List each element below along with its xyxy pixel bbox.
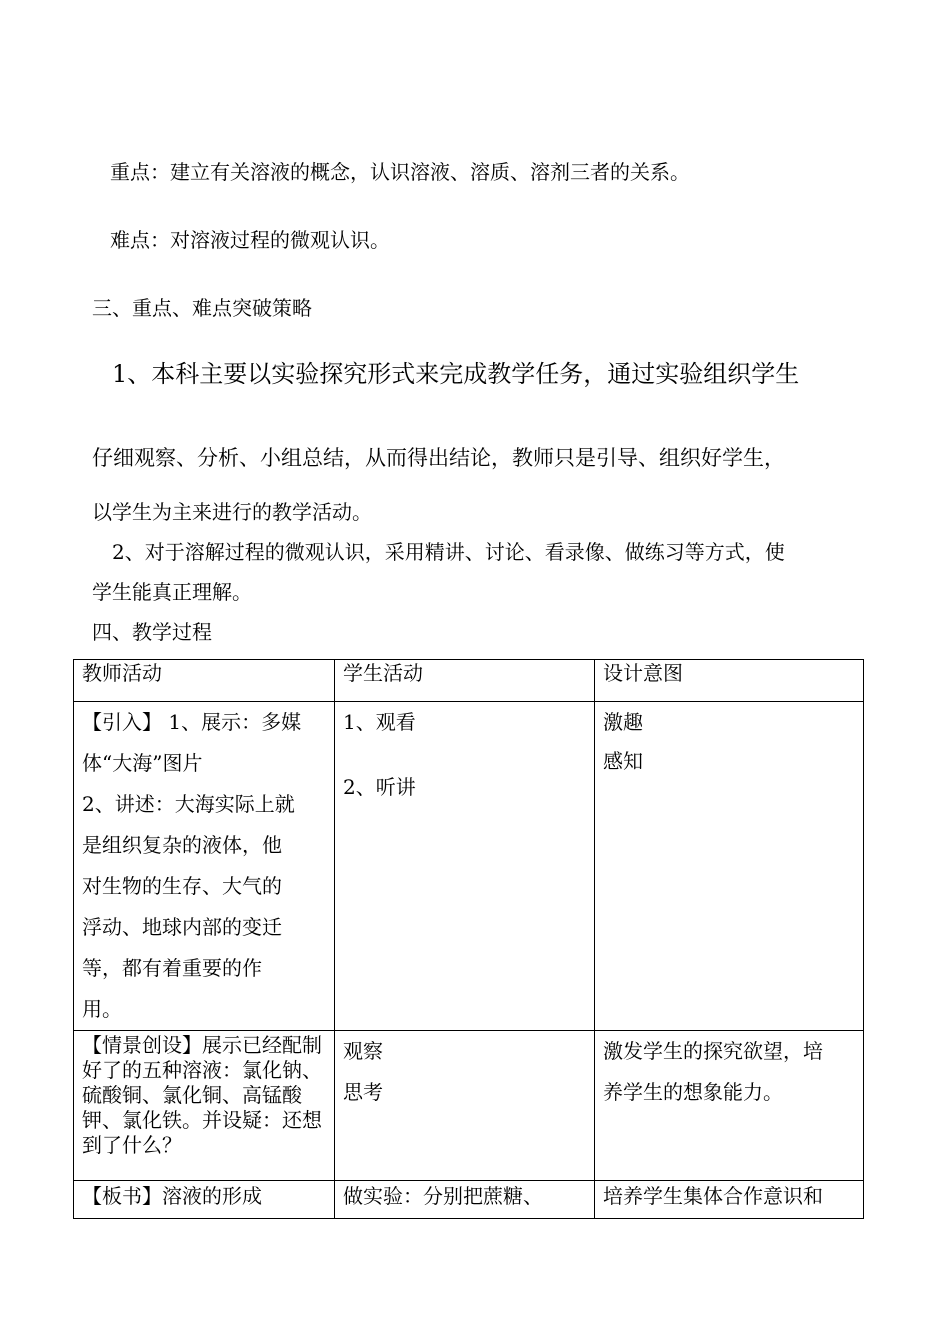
difficulty-text: 难点：对溶液过程的微观认识。 bbox=[110, 228, 390, 252]
row1-student: 1、观看 2、听讲 bbox=[335, 702, 595, 1031]
table-row bbox=[74, 702, 864, 1031]
focus-text: 重点：建立有关溶液的概念，认识溶液、溶质、溶剂三者的关系。 bbox=[110, 160, 690, 184]
table-row bbox=[74, 1031, 864, 1181]
strategy2-line1: 2、对于溶解过程的微观认识，采用精讲、讨论、看录像、做练习等方式，使 bbox=[112, 540, 785, 564]
row1-intent: 激趣 感知 bbox=[595, 702, 864, 1031]
strategy1-line3: 以学生为主来进行的教学活动。 bbox=[92, 500, 372, 524]
row1-teacher: 【引入】 1、展示：多媒 体“大海”图片 2、讲述：大海实际上就 是组织复杂的液体，他 对生物的生存、大气的 浮动、地球内部的变迁 等，都有着重要的作 用。 bbox=[74, 702, 335, 1031]
row3-student: 做实验：分别把蔗糖、 bbox=[335, 1181, 595, 1219]
strategy2-line2: 学生能真正理解。 bbox=[92, 580, 252, 604]
table-row bbox=[74, 1181, 864, 1219]
header-intent: 设计意图 bbox=[595, 660, 864, 702]
row2-student: 观察 思考 bbox=[335, 1031, 595, 1181]
header-teacher: 教师活动 bbox=[74, 660, 335, 702]
section3-heading: 三、重点、难点突破策略 bbox=[92, 296, 312, 320]
teaching-process-table bbox=[73, 659, 864, 1219]
row2-teacher: 【情景创设】展示已经配制好了的五种溶液：氯化钠、硫酸铜、氯化铜、高锰酸钾、氯化铁。并设疑：还想到了什么？ bbox=[74, 1031, 335, 1181]
table-header-row bbox=[74, 660, 864, 702]
header-student: 学生活动 bbox=[335, 660, 595, 702]
strategy1-line2: 仔细观察、分析、小组总结，从而得出结论，教师只是引导、组织好学生， bbox=[92, 446, 785, 470]
row3-intent: 培养学生集体合作意识和 bbox=[595, 1181, 864, 1219]
strategy1-line1: 1、本科主要以实验探究形式来完成教学任务，通过实验组织学生 bbox=[112, 360, 800, 388]
row2-intent: 激发学生的探究欲望，培 养学生的想象能力。 bbox=[595, 1031, 864, 1181]
row3-teacher: 【板书】溶液的形成 bbox=[74, 1181, 335, 1219]
section4-heading: 四、教学过程 bbox=[92, 620, 212, 644]
